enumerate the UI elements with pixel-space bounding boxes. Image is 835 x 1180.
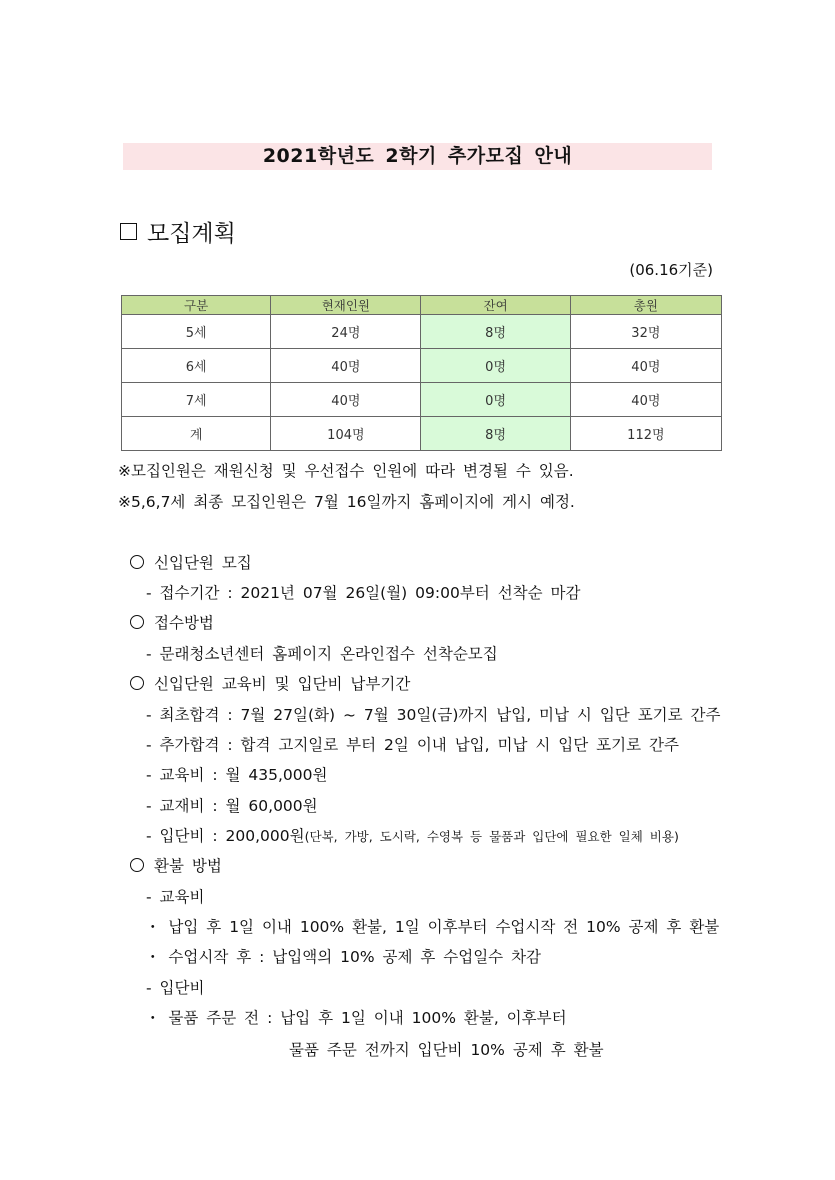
table-row xyxy=(122,383,722,417)
as-of-date: (06.16기준) xyxy=(629,261,713,279)
table-cell: 104명 xyxy=(271,417,421,451)
table-cell: 40명 xyxy=(271,383,421,417)
item-line-main: - 입단비 : 200,000원 xyxy=(146,827,305,845)
item-heading-text: 신입단원 교육비 및 입단비 납부기간 xyxy=(154,675,411,693)
table-cell: 계 xyxy=(122,417,271,451)
item-line: ・ 납입 후 1일 이내 100% 환불, 1일 이후부터 수업시작 전 10% 공제 후 환불 xyxy=(145,918,720,936)
section-heading-text: 모집계획 xyxy=(147,221,236,247)
table-cell: 40명 xyxy=(570,349,721,383)
header-total: 총원 xyxy=(570,296,721,315)
circle-bullet-icon xyxy=(130,858,144,872)
item-heading-text: 환불 방법 xyxy=(154,857,222,875)
item-line-detail: (단복, 가방, 도시락, 수영복 등 물품과 입단에 필요한 일체 비용) xyxy=(304,829,679,844)
table-cell: 24명 xyxy=(271,315,421,349)
table-cell: 40명 xyxy=(271,349,421,383)
item-line: - 교육비 : 월 435,000원 xyxy=(146,766,328,784)
recruitment-table xyxy=(121,295,722,451)
table-cell: 32명 xyxy=(570,315,721,349)
item-line: - 추가합격 : 합격 고지일로 부터 2일 이내 납입, 미납 시 입단 포기로 간주 xyxy=(146,736,679,754)
item-line: 물품 주문 전까지 입단비 10% 공제 후 환불 xyxy=(289,1041,604,1059)
note-line: ※모집인원은 재원신청 및 우선접수 인원에 따라 변경될 수 있음. xyxy=(118,462,574,480)
item-line: - 문래청소년센터 홈페이지 온라인접수 선착순모집 xyxy=(146,645,498,663)
table-row xyxy=(122,349,722,383)
page-title: 2021학년도 2학기 추가모집 안내 xyxy=(123,143,712,170)
table-row-total xyxy=(122,417,722,451)
header-category: 구분 xyxy=(122,296,271,315)
item-heading xyxy=(130,673,410,695)
table-cell: 7세 xyxy=(122,383,271,417)
item-line: - 입단비 xyxy=(146,979,205,997)
table-cell: 40명 xyxy=(570,383,721,417)
table-cell: 112명 xyxy=(570,417,721,451)
note-line: ※5,6,7세 최종 모집인원은 7월 16일까지 홈페이지에 게시 예정. xyxy=(118,493,575,511)
item-heading-text: 접수방법 xyxy=(154,614,214,632)
square-bullet-icon xyxy=(120,223,137,240)
item-line: ・ 수업시작 후 : 납입액의 10% 공제 후 수업일수 차감 xyxy=(145,948,542,966)
item-line: - 교재비 : 월 60,000원 xyxy=(146,797,318,815)
section-heading xyxy=(120,217,236,251)
header-remaining: 잔여 xyxy=(421,296,570,315)
item-heading xyxy=(130,552,252,574)
table-cell: 6세 xyxy=(122,349,271,383)
circle-bullet-icon xyxy=(130,676,144,690)
item-line: - 최초합격 : 7월 27일(화) ~ 7월 30일(금)까지 납입, 미납 시 입단 포기로 간주 xyxy=(146,706,721,724)
table-cell: 0명 xyxy=(421,383,570,417)
table-row xyxy=(122,315,722,349)
item-line xyxy=(146,825,679,848)
table-header-row xyxy=(122,296,722,315)
item-heading xyxy=(130,612,214,634)
item-line: - 접수기간 : 2021년 07월 26일(월) 09:00부터 선착순 마감 xyxy=(146,584,581,602)
table-cell: 8명 xyxy=(421,315,570,349)
table-cell: 5세 xyxy=(122,315,271,349)
table-cell: 8명 xyxy=(421,417,570,451)
item-line: ・ 물품 주문 전 : 납입 후 1일 이내 100% 환불, 이후부터 xyxy=(145,1009,567,1027)
item-line: - 교육비 xyxy=(146,888,205,906)
circle-bullet-icon xyxy=(130,615,144,629)
item-heading xyxy=(130,855,222,877)
circle-bullet-icon xyxy=(130,555,144,569)
header-current: 현재인원 xyxy=(271,296,421,315)
table-cell: 0명 xyxy=(421,349,570,383)
item-heading-text: 신입단원 모집 xyxy=(154,554,252,572)
